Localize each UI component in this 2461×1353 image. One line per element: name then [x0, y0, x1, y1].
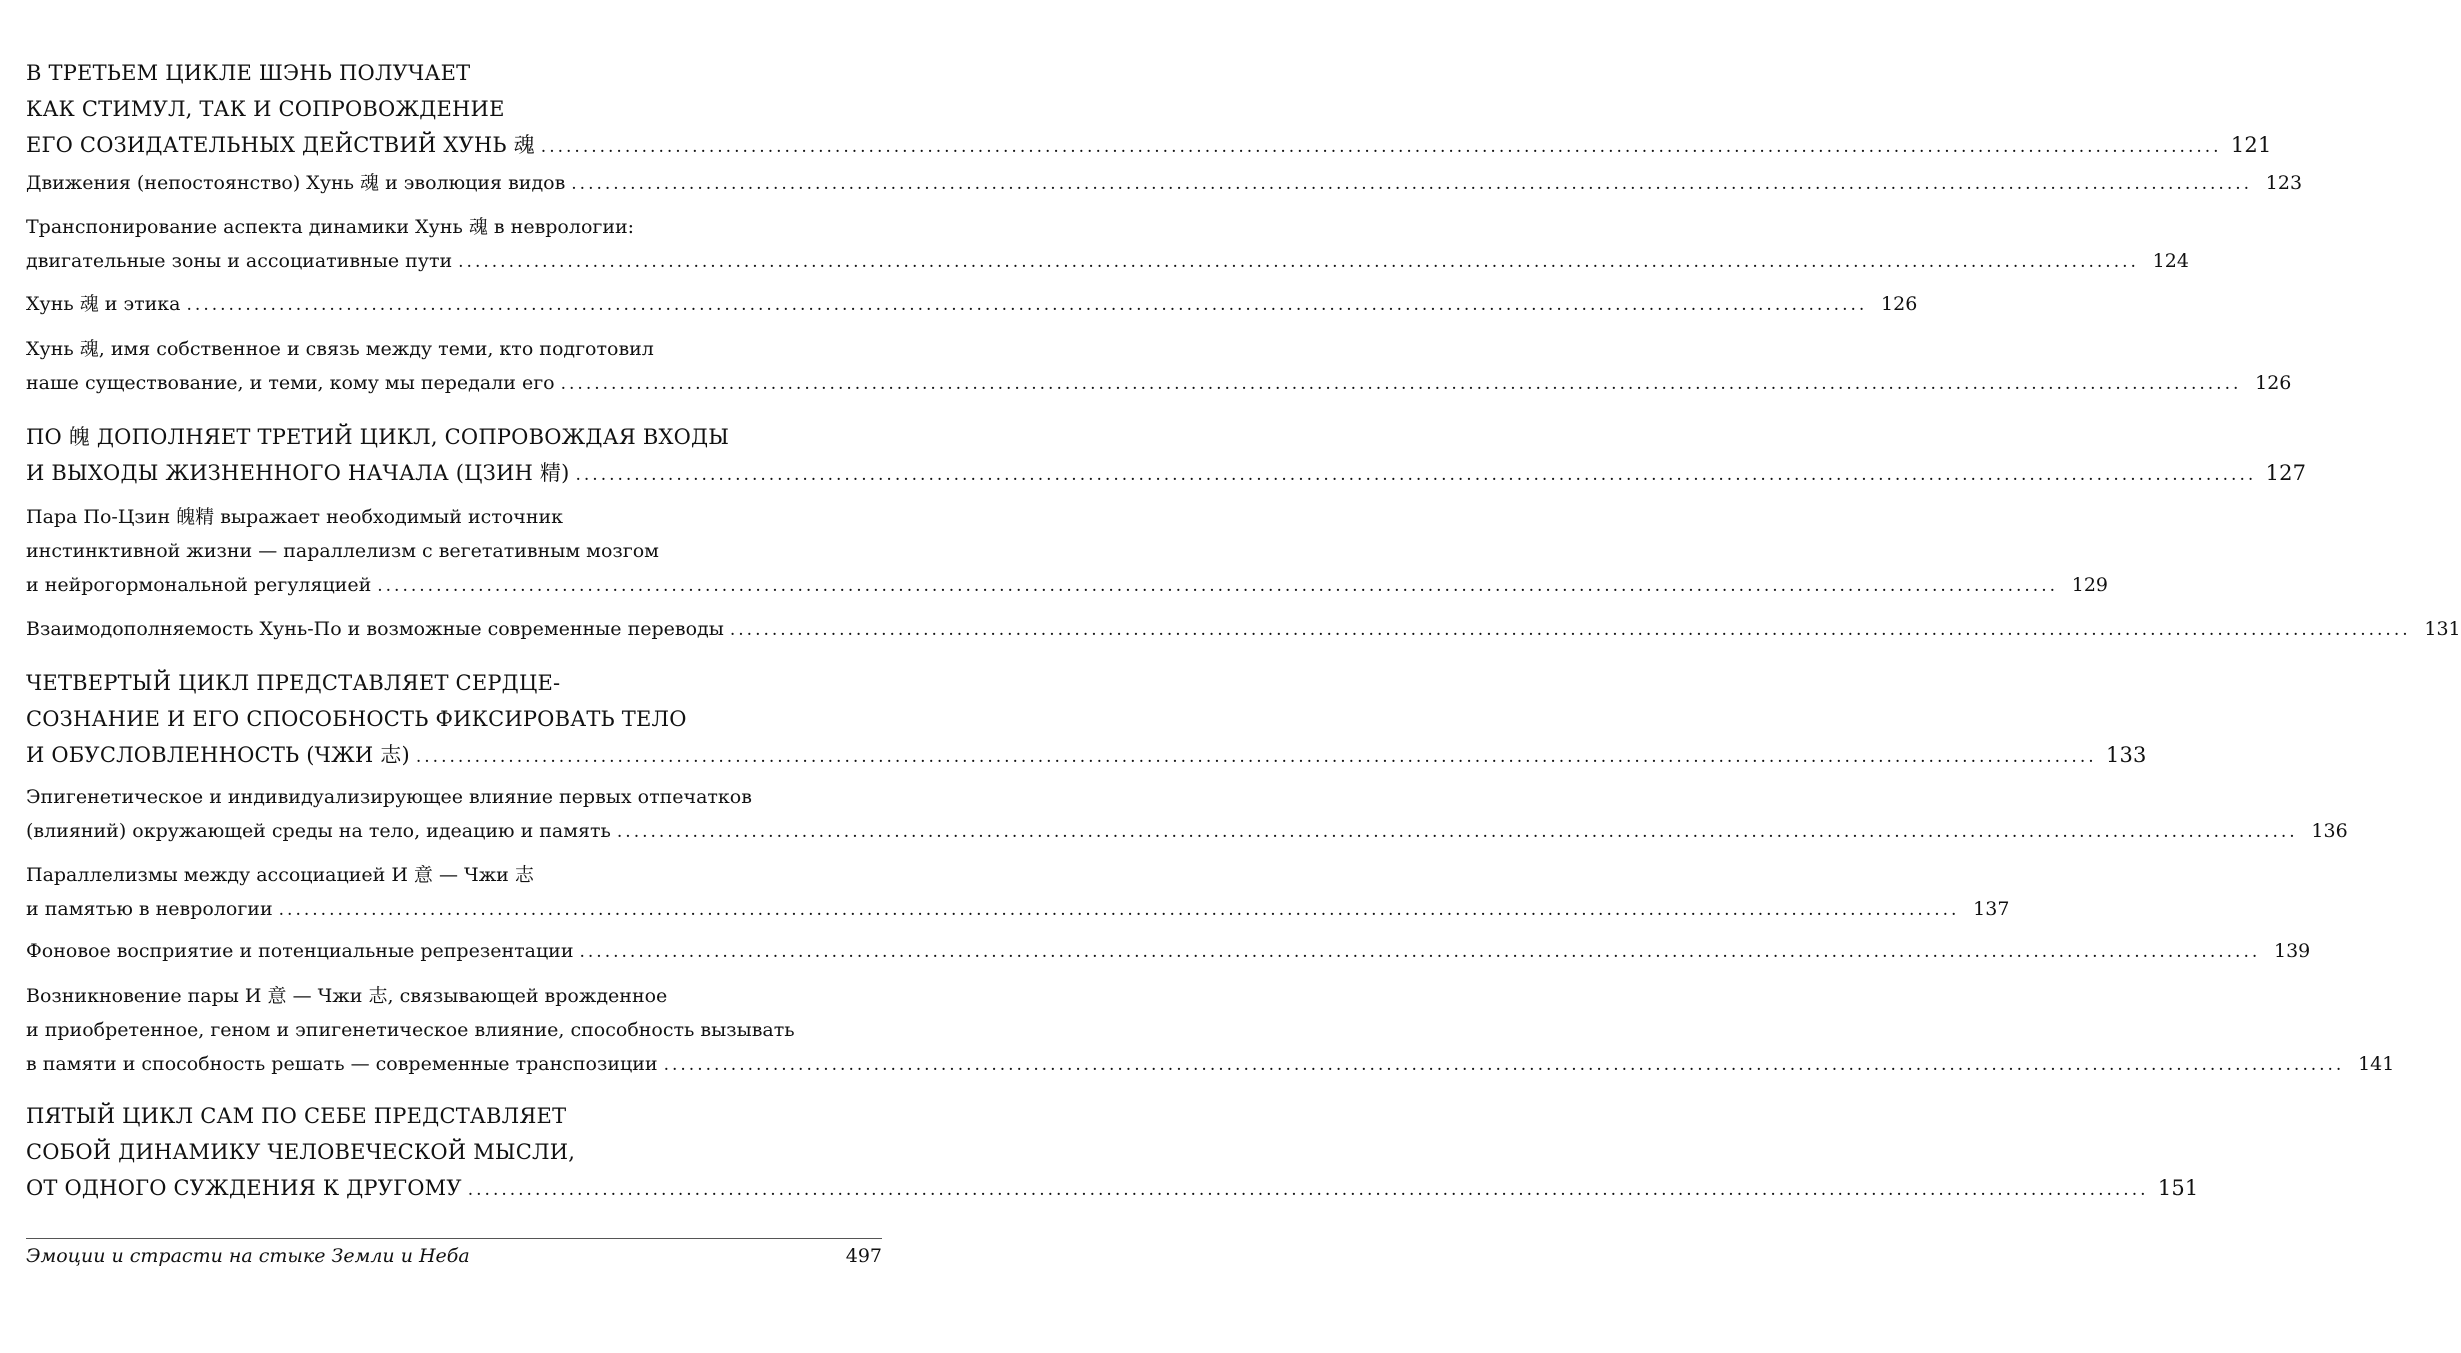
leader-dots: ........................................................................................................................................................................................................ [458, 252, 2139, 272]
leader-dots: ........................................................................................................................................................................................................ [415, 747, 2097, 767]
toc-line-text: СОБОЙ ДИНАМИКУ ЧЕЛОВЕЧЕСКОЙ МЫСЛИ, [26, 1140, 576, 1164]
toc-line-text: ЧЕТВЕРТЫЙ ЦИКЛ ПРЕДСТАВЛЯЕТ СЕРДЦЕ- [26, 671, 561, 695]
leader-dots: ........................................................................................................................................................................................................ [579, 942, 2261, 962]
toc-subentry [26, 934, 2311, 968]
page-footer [26, 1245, 882, 1267]
toc-line-text: (влияний) окружающей среды на тело, идеацию и память [26, 820, 611, 842]
toc-line-text: и нейрогормональной регуляцией [26, 574, 372, 596]
toc-line-text: двигательные зоны и ассоциативные пути [26, 250, 453, 272]
toc-subentry [26, 500, 2109, 602]
toc-line-text: В ТРЕТЬЕМ ЦИКЛЕ ШЭНЬ ПОЛУЧАЕТ [26, 61, 471, 85]
toc-page-number: 151 [2157, 1176, 2199, 1200]
toc-line-text: Возникновение пары И 意 — Чжи 志, связывающей врожденное [26, 985, 668, 1007]
toc-page-number: 124 [2152, 250, 2189, 272]
toc-line-text: И ВЫХОДЫ ЖИЗНЕННОГО НАЧАЛА (ЦЗИН 精) [26, 461, 570, 485]
folio-page-number: 497 [845, 1245, 882, 1267]
toc-page-number: 131 [2424, 618, 2461, 640]
running-title: Эмоции и страсти на стыке Земли и Неба [26, 1245, 470, 1267]
toc-line-text: в памяти и способность решать — современные транспозиции [26, 1053, 658, 1075]
toc-page-number: 129 [2071, 574, 2109, 596]
toc-line-text: Движения (непостоянство) Хунь 魂 и эволюция видов [26, 172, 566, 194]
toc-line-text: Пара По-Цзин 魄精 выражает необходимый источник [26, 506, 564, 528]
leader-dots: ........................................................................................................................................................................................................ [186, 295, 1868, 315]
toc-page-number: 123 [2265, 172, 2303, 194]
leader-dots: ........................................................................................................................................................................................................ [540, 137, 2222, 157]
toc-page-number: 141 [2358, 1053, 2395, 1075]
toc-page-number: 136 [2311, 820, 2348, 842]
toc-line-text: Эпигенетическое и индивидуализирующее влияние первых отпечатков [26, 786, 752, 808]
leader-dots: ........................................................................................................................................................................................................ [278, 900, 1960, 920]
toc-line-text: и памятью в неврологии [26, 898, 273, 920]
leader-dots: ........................................................................................................................................................................................................ [616, 822, 2298, 842]
toc-subentry [26, 979, 2395, 1081]
toc-subentry [26, 780, 2348, 848]
leader-dots: ........................................................................................................................................................................................................ [663, 1055, 2345, 1075]
leader-dots: ........................................................................................................................................................................................................ [571, 174, 2253, 194]
toc-subentry [26, 858, 2010, 926]
toc-line-text: И ОБУСЛОВЛЕННОСТЬ (ЧЖИ 志) [26, 743, 410, 767]
toc-page-number: 126 [2255, 372, 2292, 394]
toc-line-text: Хунь 魂, имя собственное и связь между теми, кто подготовил [26, 338, 654, 360]
toc-page-number: 137 [1973, 898, 2010, 920]
toc-heading [26, 1098, 2199, 1206]
toc-heading [26, 419, 2307, 491]
toc-page-number: 139 [2274, 940, 2311, 962]
leader-dots: ........................................................................................................................................................................................................ [729, 620, 2411, 640]
toc-line-text: Транспонирование аспекта динамики Хунь 魂 в неврологии: [26, 216, 635, 238]
toc-page-number: 127 [2265, 461, 2307, 485]
toc-heading [26, 55, 2272, 163]
toc-line-text: инстинктивной жизни — параллелизм с вегетативным мозгом [26, 540, 659, 562]
toc-line-text: и приобретенное, геном и эпигенетическое влияние, способность вызывать [26, 1019, 795, 1041]
toc-subentry [26, 287, 1918, 321]
toc-line-text: наше существование, и теми, кому мы передали его [26, 372, 555, 394]
toc-subentry [26, 166, 2303, 200]
toc-page-number: 133 [2105, 743, 2147, 767]
toc-subentry [26, 612, 2461, 646]
toc-subentry [26, 210, 2189, 278]
toc-line-text: Фоновое восприятие и потенциальные репрезентации [26, 940, 574, 962]
leader-dots: ........................................................................................................................................................................................................ [560, 374, 2242, 394]
toc-line-text: Параллелизмы между ассоциацией И 意 — Чжи 志 [26, 864, 534, 886]
toc-line-text: Хунь 魂 и этика [26, 293, 181, 315]
toc-line-text: КАК СТИМУЛ, ТАК И СОПРОВОЖДЕНИЕ [26, 97, 505, 121]
toc-page-number: 121 [2230, 133, 2272, 157]
toc-line-text: Взаимодополняемость Хунь-По и возможные современные переводы [26, 618, 724, 640]
footer-divider [26, 1238, 882, 1239]
toc-line-text: ОТ ОДНОГО СУЖДЕНИЯ К ДРУГОМУ [26, 1176, 462, 1200]
toc-line-text: ПО 魄 ДОПОЛНЯЕТ ТРЕТИЙ ЦИКЛ, СОПРОВОЖДАЯ ВХОДЫ [26, 425, 730, 449]
leader-dots: ........................................................................................................................................................................................................ [467, 1180, 2149, 1200]
toc-subentry [26, 332, 2292, 400]
toc-page [26, 0, 2461, 1353]
leader-dots: ........................................................................................................................................................................................................ [377, 576, 2059, 596]
leader-dots: ........................................................................................................................................................................................................ [575, 465, 2257, 485]
toc-heading [26, 665, 2147, 773]
toc-line-text: ПЯТЫЙ ЦИКЛ САМ ПО СЕБЕ ПРЕДСТАВЛЯЕТ [26, 1104, 567, 1128]
toc-page-number: 126 [1881, 293, 1918, 315]
toc-line-text: СОЗНАНИЕ И ЕГО СПОСОБНОСТЬ ФИКСИРОВАТЬ ТЕЛО [26, 707, 687, 731]
toc-line-text: ЕГО СОЗИДАТЕЛЬНЫХ ДЕЙСТВИЙ ХУНЬ 魂 [26, 133, 535, 157]
